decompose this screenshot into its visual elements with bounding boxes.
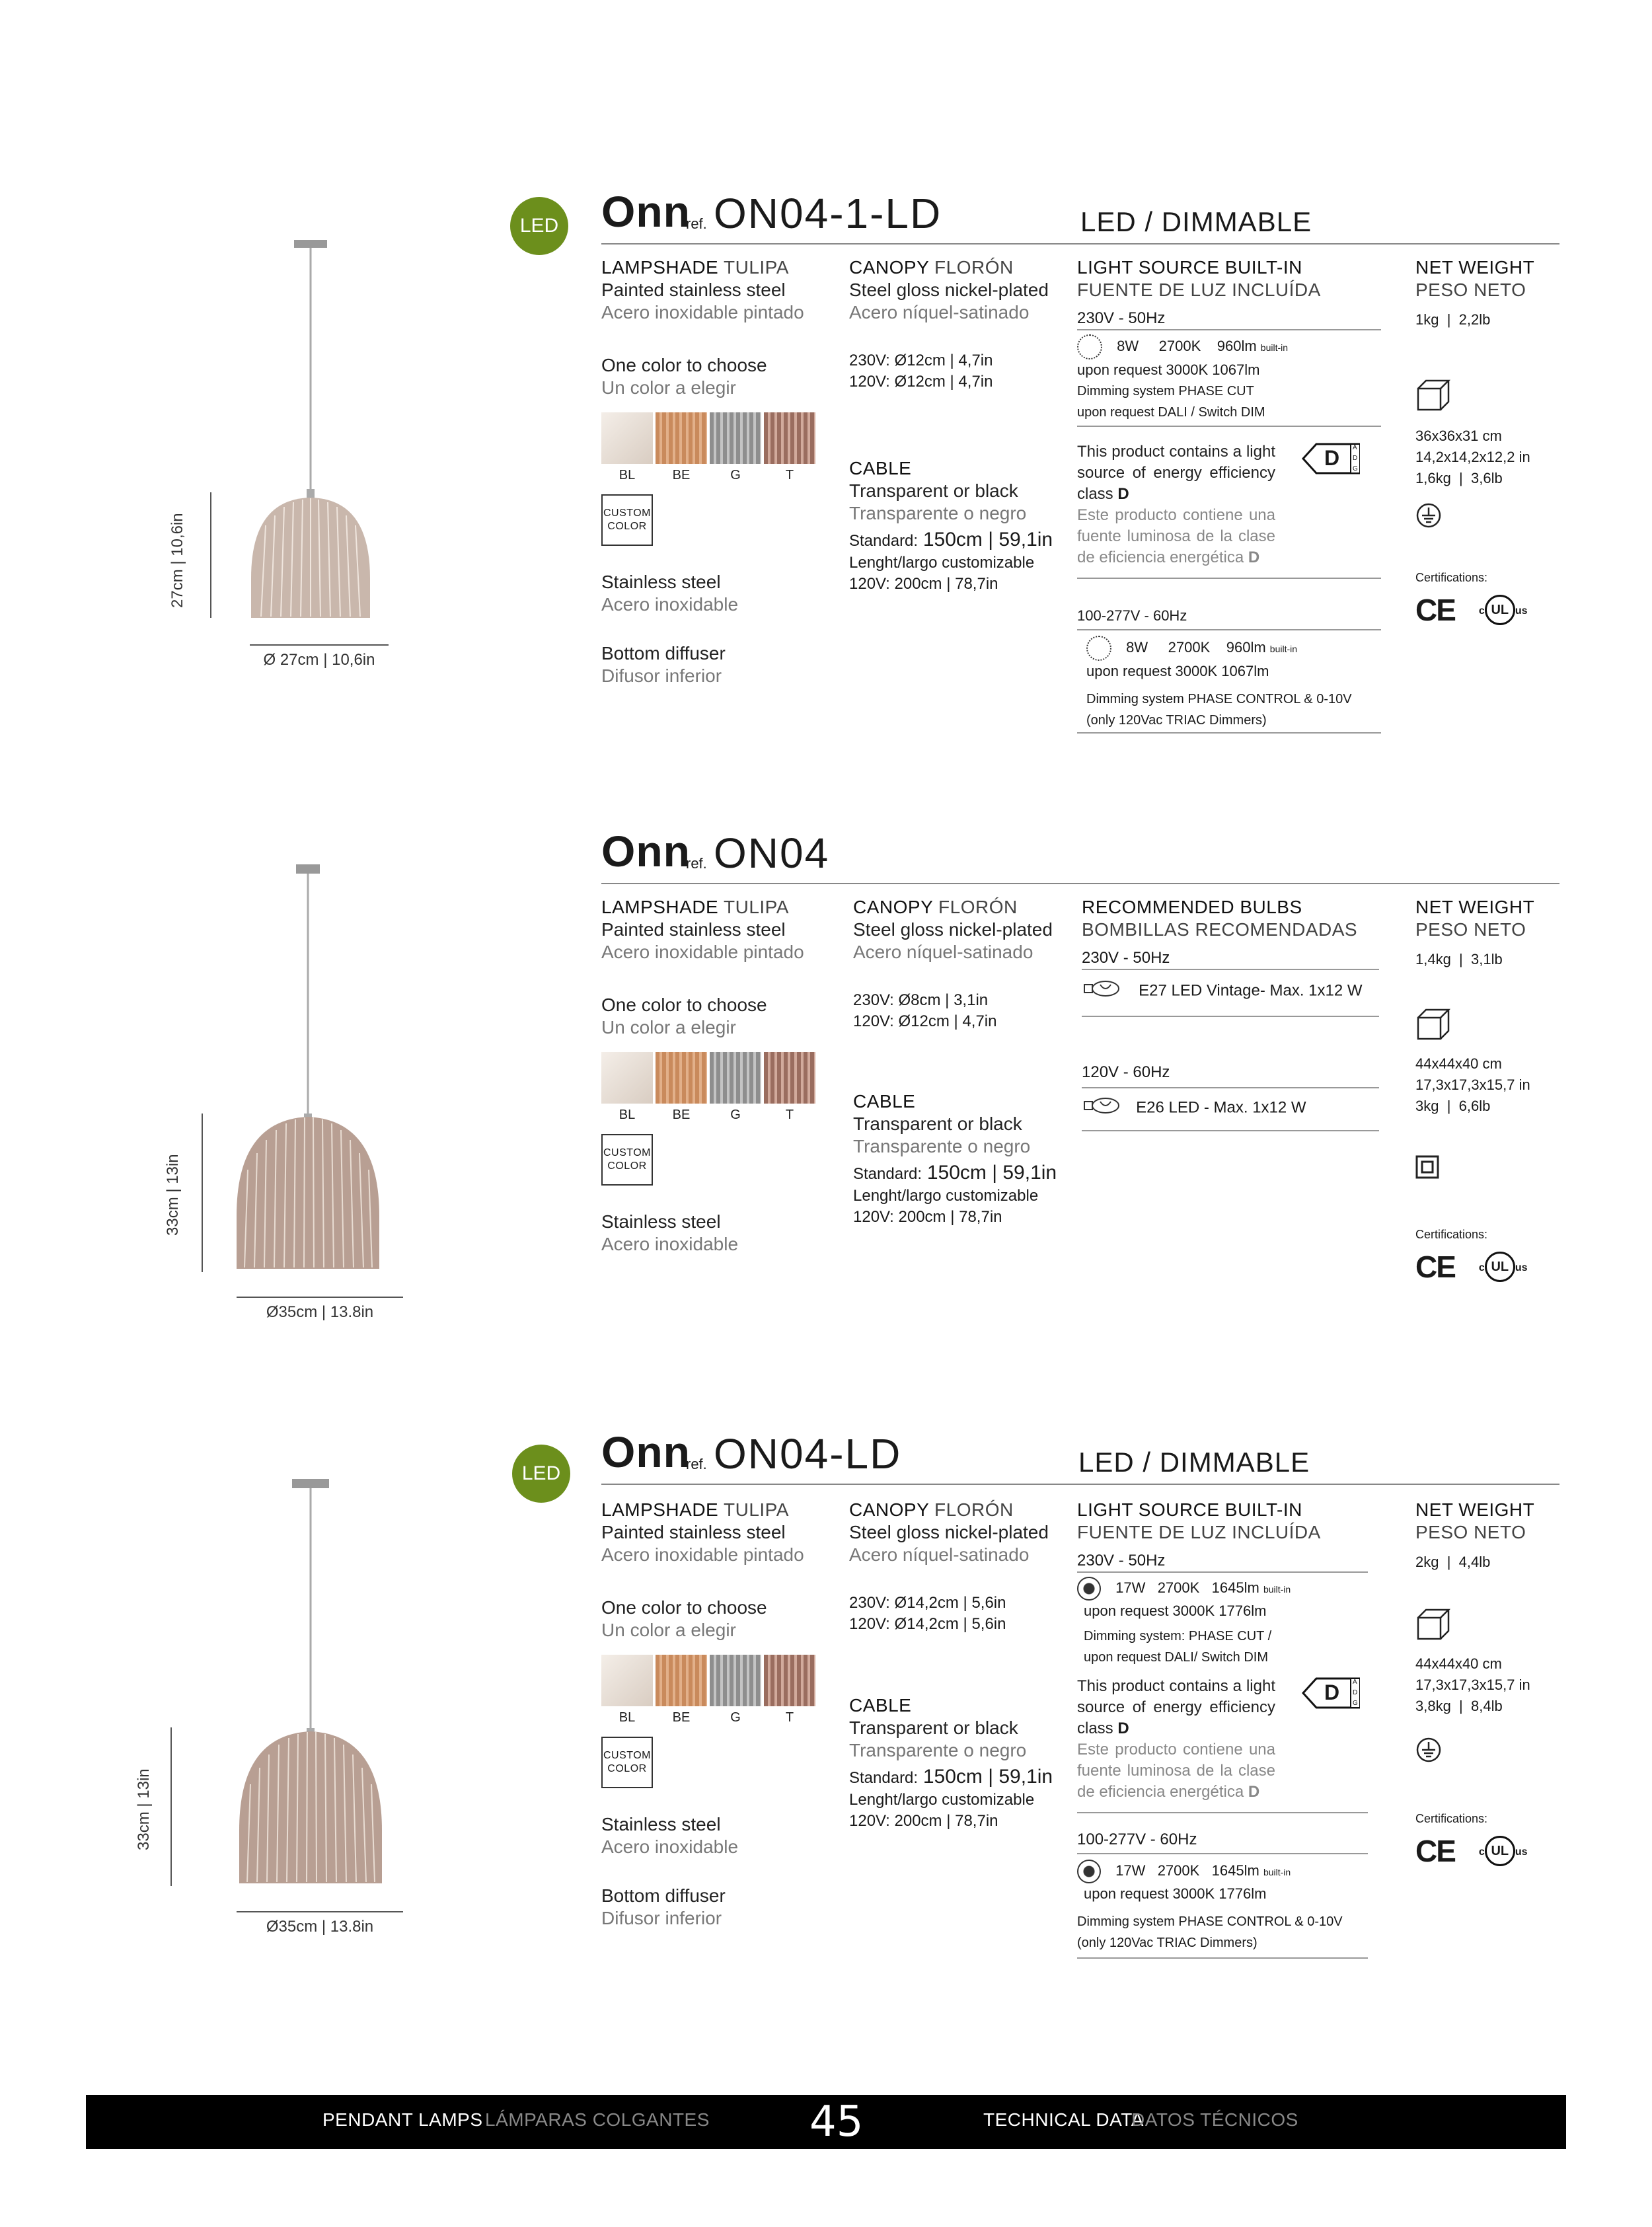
- dimming-277: Dimming system PHASE CONTROL & 0-10V: [1077, 1914, 1343, 1929]
- energy-class: D: [1117, 1719, 1129, 1737]
- led-badge: LED: [510, 197, 568, 255]
- dimming-230: Dimming system: PHASE CUT /: [1084, 1629, 1272, 1643]
- diffuser-es: Difusor inferior: [601, 1908, 722, 1928]
- light-title-es: FUENTE DE LUZ INCLUÍDA: [1077, 280, 1321, 300]
- cable-material: Transparent or black: [849, 480, 1018, 501]
- swatch-bl: [601, 1052, 653, 1104]
- page-number: 45: [809, 2097, 864, 2146]
- certifications-label: Certifications:: [1415, 1812, 1488, 1825]
- dimming-277-note: (only 120Vac TRIAC Dimmers): [1077, 710, 1381, 734]
- voltage-230: 230V - 50Hz: [1077, 308, 1381, 330]
- cable-material: Transparent or black: [853, 1114, 1022, 1134]
- footer-section-es: LÁMPARAS COLGANTES: [485, 2109, 710, 2130]
- energy-label-block: [1077, 1676, 1368, 1803]
- ce-mark-icon: CE: [1415, 1834, 1455, 1868]
- ground-icon: [1415, 1737, 1574, 1768]
- product-title-row: [601, 827, 1559, 884]
- width-dimension-line: [237, 1297, 403, 1298]
- ul-mark-icon: c UL us: [1479, 1252, 1528, 1282]
- ul-mark-icon: c UL us: [1479, 595, 1528, 625]
- width-dimension: Ø35cm | 13.8in: [266, 1918, 374, 1936]
- dimming-230: Dimming system PHASE CUT: [1077, 384, 1254, 398]
- canopy-title-es: FLORÓN: [934, 1499, 1014, 1520]
- energy-class-es: D: [1248, 548, 1260, 566]
- builtin-label: built-in: [1263, 1866, 1291, 1877]
- product-name: Onn: [601, 187, 691, 236]
- lampshade-title-es: TULIPA: [724, 257, 789, 278]
- energy-class-letter: D: [1324, 446, 1340, 470]
- light-source-column: [1077, 1499, 1368, 1959]
- height-dimension-line: [202, 1114, 203, 1272]
- dimming-277-note: (only 120Vac TRIAC Dimmers): [1077, 1932, 1368, 1959]
- custom-label: COLOR: [607, 1160, 647, 1172]
- certification-marks: [1415, 1836, 1574, 1866]
- energy-text-es: Este producto contiene una fuente luminosa de la clase de eficiencia energética: [1077, 506, 1275, 566]
- voltage-120: 120V - 60Hz: [1082, 1062, 1379, 1088]
- cable-custom: Lenght/largo customizable: [853, 1187, 1039, 1205]
- weight-value: 1,4kg | 3,1lb: [1415, 951, 1503, 967]
- box-size-in: 17,3x17,3x15,7 in: [1415, 1677, 1530, 1693]
- shade-steel-es: Acero inoxidable: [601, 1234, 739, 1254]
- bulb-120: E26 LED - Max. 1x12 W: [1136, 1098, 1306, 1117]
- canopy-title-es: FLORÓN: [934, 257, 1014, 278]
- box-weight: 1,6kg | 3,6lb: [1415, 470, 1503, 486]
- swatch-label: BL: [619, 1710, 636, 1725]
- voltage-277: 100-277V - 60Hz: [1077, 605, 1381, 630]
- height-dimension: 27cm | 10,6in: [169, 513, 186, 608]
- cable-standard: 150cm | 59,1in: [922, 529, 1053, 550]
- product-name: Onn: [601, 827, 691, 876]
- swatch-be: [656, 1052, 707, 1104]
- canopy-material-es: Acero níquel-satinado: [849, 1544, 1030, 1565]
- lampshade-title: LAMPSHADE: [601, 1499, 719, 1520]
- height-dimension: 33cm | 13in: [135, 1768, 153, 1850]
- dimming-277: Dimming system PHASE CONTROL & 0-10V: [1086, 692, 1352, 706]
- swatch-label: BL: [619, 1108, 636, 1122]
- canopy-size-230: 230V: Ø12cm | 4,7in: [849, 352, 993, 369]
- cable-title: CABLE: [853, 1091, 916, 1112]
- cable-title: CABLE: [849, 458, 912, 478]
- color-choice: One color to choose: [601, 355, 767, 375]
- weight-column: [1415, 1499, 1574, 1866]
- canopy-size-120: 120V: Ø14,2cm | 5,6in: [849, 1615, 1006, 1633]
- ce-mark-icon: CE: [1415, 1250, 1455, 1284]
- shade-steel: Stainless steel: [601, 1814, 721, 1834]
- footer-chapter-es: DATOS TÉCNICOS: [1131, 2109, 1298, 2130]
- page-footer: [86, 2095, 1566, 2149]
- lampshade-material: Painted stainless steel: [601, 919, 786, 940]
- bulb-icon: [1082, 979, 1121, 1004]
- lampshade-material-es: Acero inoxidable pintado: [601, 302, 804, 322]
- box-size-cm: 36x36x31 cm: [1415, 428, 1502, 444]
- dimming-230-alt: upon request DALI / Switch DIM: [1077, 402, 1381, 427]
- weight-column: [1415, 896, 1574, 1282]
- bulb-230: E27 LED Vintage- Max. 1x12 W: [1139, 981, 1363, 1000]
- canopy-material-es: Acero níquel-satinado: [853, 942, 1033, 962]
- color-swatches: [601, 1655, 839, 1706]
- led-chip-icon: [1077, 1577, 1101, 1601]
- bulb-120-row: [1082, 1088, 1379, 1131]
- weight-title-es: PESO NETO: [1415, 1522, 1526, 1542]
- request-277: upon request 3000K 1067lm: [1086, 663, 1269, 679]
- shade-steel-es: Acero inoxidable: [601, 1836, 739, 1857]
- swatch-be: [656, 1655, 707, 1706]
- lampshade-material-es: Acero inoxidable pintado: [601, 1544, 804, 1565]
- custom-label: CUSTOM: [603, 508, 652, 519]
- swatch-label: BE: [672, 468, 691, 482]
- lampshade-material-es: Acero inoxidable pintado: [601, 942, 804, 962]
- shade-steel: Stainless steel: [601, 572, 721, 592]
- swatch-label: G: [730, 468, 741, 482]
- color-swatches: [601, 1052, 839, 1104]
- spec-line-277: [1077, 1860, 1368, 1883]
- cable-standard: 150cm | 59,1in: [922, 1766, 1053, 1788]
- energy-text-es: Este producto contiene una fuente luminosa de la clase de eficiencia energética: [1077, 1741, 1275, 1801]
- canopy-title: CANOPY: [853, 897, 933, 917]
- product-ref: ON04: [714, 829, 830, 877]
- cable-standard-label: Standard:: [849, 1769, 919, 1787]
- swatch-labels: [601, 1706, 839, 1729]
- swatch-t: [764, 1052, 815, 1104]
- canopy-column: [853, 896, 1078, 1228]
- spec-line-230: [1077, 1577, 1368, 1601]
- energy-scale-mid: D: [1353, 1689, 1358, 1696]
- request-277: upon request 3000K 1776lm: [1084, 1885, 1267, 1902]
- canopy-title-es: FLORÓN: [938, 897, 1018, 917]
- canopy-size-230: 230V: Ø14,2cm | 5,6in: [849, 1594, 1006, 1612]
- builtin-label: built-in: [1260, 342, 1289, 353]
- canopy-material: Steel gloss nickel-plated: [853, 919, 1053, 940]
- energy-class-es: D: [1248, 1783, 1260, 1801]
- energy-text-en: This product contains a light source of energy efficiency class: [1077, 1677, 1275, 1737]
- weight-title-es: PESO NETO: [1415, 919, 1526, 940]
- lamp-drawing: [218, 859, 403, 1275]
- box-size-cm: 44x44x40 cm: [1415, 1055, 1502, 1072]
- cable-title: CABLE: [849, 1695, 912, 1716]
- box-icon: [1415, 1606, 1574, 1647]
- custom-label: CUSTOM: [603, 1750, 652, 1761]
- energy-text-en: This product contains a light source of energy efficiency class: [1077, 443, 1275, 503]
- color-choice: One color to choose: [601, 1597, 767, 1618]
- spec-230: 17W 2700K 1645lm: [1115, 1579, 1259, 1596]
- cable-material-es: Transparente o negro: [853, 1136, 1031, 1156]
- builtin-label: built-in: [1269, 643, 1298, 654]
- box-size-in: 14,2x14,2x12,2 in: [1415, 449, 1530, 465]
- custom-color-box: [601, 1134, 653, 1186]
- weight-value: 2kg | 4,4lb: [1415, 1554, 1491, 1570]
- footer-section: PENDANT LAMPS: [322, 2109, 483, 2130]
- lampshade-title: LAMPSHADE: [601, 257, 719, 278]
- energy-class-label: [1302, 1676, 1360, 1710]
- canopy-size-230: 230V: Ø8cm | 3,1in: [853, 991, 989, 1009]
- cable-120: 120V: 200cm | 78,7in: [853, 1208, 1002, 1226]
- swatch-label: T: [785, 1108, 794, 1122]
- ul-mark-icon: c UL us: [1479, 1836, 1528, 1866]
- custom-label: COLOR: [607, 1763, 647, 1774]
- dimming-230-alt: upon request DALI/ Switch DIM: [1084, 1650, 1269, 1665]
- swatch-labels: [601, 1104, 839, 1126]
- cable-120: 120V: 200cm | 78,7in: [849, 1812, 998, 1830]
- voltage-277: 100-277V - 60Hz: [1077, 1829, 1368, 1854]
- certifications-label: Certifications:: [1415, 1228, 1488, 1241]
- energy-class: D: [1117, 485, 1129, 503]
- led-badge: LED: [512, 1445, 570, 1503]
- width-dimension: Ø35cm | 13.8in: [266, 1303, 374, 1321]
- class-ii-icon: [1415, 1155, 1574, 1184]
- lampshade-title-es: TULIPA: [724, 1499, 789, 1520]
- product-name: Onn: [601, 1427, 691, 1476]
- width-dimension-line: [250, 644, 389, 646]
- spec-230: 8W 2700K 960lm: [1117, 337, 1257, 354]
- bulbs-title-es: BOMBILLAS RECOMENDADAS: [1082, 919, 1358, 940]
- swatch-label: G: [730, 1710, 741, 1725]
- ref-label: ref.: [686, 1456, 707, 1472]
- bulb-230-row: [1082, 970, 1379, 1017]
- energy-text: [1077, 1676, 1275, 1803]
- ref-label: ref.: [686, 215, 707, 232]
- product-ref: ON04-1-LD: [714, 190, 942, 237]
- color-choice-es: Un color a elegir: [601, 1017, 736, 1038]
- voltage-230: 230V - 50Hz: [1082, 948, 1379, 970]
- custom-label: COLOR: [607, 521, 647, 532]
- cable-standard-label: Standard:: [853, 1165, 922, 1183]
- weight-title: NET WEIGHT: [1415, 257, 1535, 278]
- height-dimension: 33cm | 13in: [164, 1154, 182, 1236]
- shade-steel-es: Acero inoxidable: [601, 594, 739, 615]
- cable-material-es: Transparente o negro: [849, 503, 1027, 523]
- swatch-label: G: [730, 1108, 741, 1122]
- box-weight: 3,8kg | 8,4lb: [1415, 1698, 1503, 1714]
- cable-custom: Lenght/largo customizable: [849, 1791, 1035, 1809]
- canopy-material-es: Acero níquel-satinado: [849, 302, 1030, 322]
- cable-material: Transparent or black: [849, 1717, 1018, 1738]
- spec-277: 17W 2700K 1645lm: [1115, 1862, 1259, 1879]
- ce-mark-icon: CE: [1415, 593, 1455, 627]
- spec-277: 8W 2700K 960lm: [1126, 638, 1266, 656]
- bulbs-column: [1082, 896, 1379, 1131]
- ref-label: ref.: [686, 855, 707, 872]
- box-size-in: 17,3x17,3x15,7 in: [1415, 1076, 1530, 1093]
- energy-scale-top: A: [1353, 444, 1357, 451]
- color-choice-es: Un color a elegir: [601, 1620, 736, 1640]
- canopy-size-120: 120V: Ø12cm | 4,7in: [853, 1012, 997, 1030]
- product-tag: LED / DIMMABLE: [1078, 1447, 1310, 1478]
- energy-class-letter: D: [1324, 1680, 1340, 1704]
- light-title-es: FUENTE DE LUZ INCLUÍDA: [1077, 1522, 1321, 1542]
- certifications-label: Certifications:: [1415, 571, 1488, 584]
- swatch-label: BE: [672, 1710, 691, 1725]
- diffuser-es: Difusor inferior: [601, 665, 722, 686]
- height-dimension-line: [170, 1727, 172, 1886]
- shade-steel: Stainless steel: [601, 1211, 721, 1232]
- weight-title-es: PESO NETO: [1415, 280, 1526, 300]
- spec-line-277: [1077, 636, 1381, 661]
- lampshade-column: [601, 1499, 839, 1930]
- energy-scale-bottom: G: [1353, 1700, 1358, 1707]
- canopy-material: Steel gloss nickel-plated: [849, 280, 1049, 300]
- led-chip-icon: [1086, 636, 1111, 661]
- light-title: LIGHT SOURCE BUILT-IN: [1077, 1499, 1302, 1520]
- canopy-title: CANOPY: [849, 1499, 929, 1520]
- lampshade-material: Painted stainless steel: [601, 280, 786, 300]
- canopy-material: Steel gloss nickel-plated: [849, 1522, 1049, 1542]
- voltage-230: 230V - 50Hz: [1077, 1550, 1368, 1573]
- canopy-title: CANOPY: [849, 257, 929, 278]
- energy-scale-bottom: G: [1353, 465, 1358, 472]
- custom-label: CUSTOM: [603, 1147, 652, 1158]
- led-chip-icon: [1077, 1860, 1101, 1883]
- swatch-g: [710, 1052, 761, 1104]
- swatch-label: BE: [672, 1108, 691, 1122]
- light-title: LIGHT SOURCE BUILT-IN: [1077, 257, 1302, 278]
- footer-chapter: TECHNICAL DATA: [983, 2109, 1144, 2130]
- request-230: upon request 3000K 1067lm: [1077, 361, 1260, 378]
- swatch-label: BL: [619, 468, 636, 482]
- bulb-icon: [1082, 1096, 1121, 1121]
- weight-value: 1kg | 2,2lb: [1415, 311, 1491, 328]
- lamp-drawing: [218, 1474, 403, 1890]
- cable-standard-label: Standard:: [849, 532, 919, 550]
- custom-color-box: [601, 1737, 653, 1788]
- product-title-row: [601, 1427, 1559, 1485]
- certification-marks: [1415, 1252, 1574, 1282]
- swatch-label: T: [785, 1710, 794, 1725]
- box-weight: 3kg | 6,6lb: [1415, 1098, 1491, 1114]
- swatch-g: [710, 1655, 761, 1706]
- diffuser: Bottom diffuser: [601, 643, 726, 663]
- canopy-column: [849, 1499, 1074, 1832]
- cable-material-es: Transparente o negro: [849, 1740, 1027, 1760]
- cable-120: 120V: 200cm | 78,7in: [849, 575, 998, 593]
- canopy-size-120: 120V: Ø12cm | 4,7in: [849, 373, 993, 391]
- diffuser: Bottom diffuser: [601, 1885, 726, 1906]
- weight-title: NET WEIGHT: [1415, 897, 1535, 917]
- width-dimension: Ø 27cm | 10,6in: [263, 651, 375, 669]
- builtin-label: built-in: [1263, 1583, 1291, 1595]
- lampshade-column: [601, 896, 839, 1256]
- cable-custom: Lenght/largo customizable: [849, 554, 1035, 572]
- bulbs-title: RECOMMENDED BULBS: [1082, 897, 1302, 917]
- lampshade-material: Painted stainless steel: [601, 1522, 786, 1542]
- product-tag: LED / DIMMABLE: [1080, 206, 1312, 237]
- color-choice: One color to choose: [601, 995, 767, 1015]
- swatch-label: T: [785, 468, 794, 482]
- swatch-bl: [601, 1655, 653, 1706]
- width-dimension-line: [237, 1911, 403, 1912]
- swatch-t: [764, 1655, 815, 1706]
- cable-standard: 150cm | 59,1in: [926, 1162, 1057, 1184]
- weight-title: NET WEIGHT: [1415, 1499, 1535, 1520]
- color-choice-es: Un color a elegir: [601, 377, 736, 398]
- box-icon: [1415, 1006, 1574, 1047]
- box-size-cm: 44x44x40 cm: [1415, 1655, 1502, 1672]
- request-230: upon request 3000K 1776lm: [1084, 1603, 1267, 1619]
- lampshade-title: LAMPSHADE: [601, 897, 719, 917]
- energy-scale-mid: D: [1353, 455, 1358, 462]
- lampshade-title-es: TULIPA: [724, 897, 789, 917]
- energy-scale-top: A: [1353, 1679, 1357, 1686]
- product-ref: ON04-LD: [714, 1430, 902, 1478]
